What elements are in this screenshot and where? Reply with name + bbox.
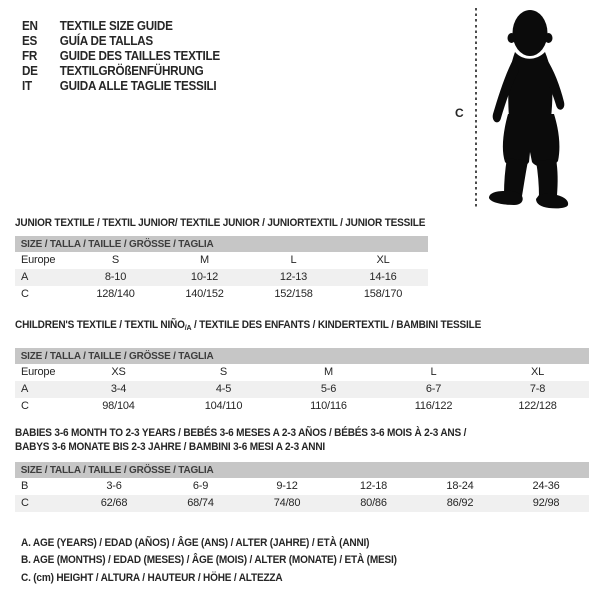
cell: 14-16: [338, 269, 428, 286]
cell: 74/80: [244, 495, 330, 512]
legend-row-b: B. AGE (MONTHS) / EDAD (MESES) / ÂGE (MOIS) / ALTER (MONATE) / ETÀ (MESI): [21, 554, 397, 567]
row-label: C: [21, 288, 29, 300]
title-suffix: / TEXTILE DES ENFANTS / KINDERTEXTIL / BAMBINI TESSILE: [191, 319, 482, 331]
lang-row-en: [22, 18, 220, 33]
lang-row-es: [22, 33, 220, 48]
title-subscript: /A: [184, 323, 192, 332]
cell: 122/128: [518, 400, 557, 412]
lang-code: ES: [22, 33, 38, 48]
cell: 7-8: [486, 381, 589, 398]
row-label: C: [21, 400, 29, 412]
cell: 98/104: [102, 400, 135, 412]
lang-row-de: [22, 63, 220, 78]
cell: 18-24: [446, 480, 474, 492]
lang-row-fr: [22, 48, 220, 63]
size-header-label: SIZE / TALLA / TAILLE / GRÖSSE / TAGLIA: [20, 238, 214, 250]
col-header: S: [111, 254, 120, 266]
row-label: A: [15, 269, 71, 286]
cell: 158/170: [363, 288, 403, 300]
junior-table-title: JUNIOR TEXTILE / TEXTIL JUNIOR/ TEXTILE JUNIOR / JUNIORTEXTIL / JUNIOR TESSILE: [15, 217, 426, 229]
cell: 24-36: [532, 480, 560, 492]
lang-title: TEXTILGRÖßENFÜHRUNG: [59, 63, 204, 78]
column-header-row: [15, 364, 589, 381]
table-row-height: [15, 286, 428, 303]
row-label: C: [15, 495, 71, 512]
legend-row-a: A. AGE (YEARS) / EDAD (AÑOS) / ÂGE (ANS) / ALTER (JAHRE) / ETÀ (ANNI): [21, 537, 370, 549]
col-header: XL: [530, 366, 545, 378]
table-row-height: [15, 398, 589, 415]
table-row-height: [15, 495, 589, 512]
cell: 3-6: [106, 480, 122, 492]
cell: 104/110: [204, 400, 243, 412]
table-row-age: [15, 269, 428, 286]
legend-row-c: C. (cm) HEIGHT / ALTURA / HAUTEUR / HÖHE / ALTEZZA: [21, 571, 283, 584]
cell: 92/98: [503, 495, 589, 512]
cell: 8-10: [71, 269, 160, 286]
table-row-age: [15, 381, 589, 398]
babies-size-table: [15, 427, 589, 512]
col-header: XL: [376, 254, 390, 266]
measure-legend: [21, 535, 425, 587]
col-header: L: [430, 366, 437, 378]
size-header-label: SIZE / TALLA / TAILLE / GRÖSSE / TAGLIA: [20, 350, 214, 362]
cell: 12-13: [249, 269, 338, 286]
cell: 3-4: [66, 381, 171, 398]
lang-code: DE: [22, 63, 38, 78]
cell: 6-9: [192, 480, 209, 492]
lang-row-it: [22, 78, 220, 93]
row-label: A: [15, 381, 66, 398]
col-header-europe: Europe: [21, 366, 56, 378]
cell: 12-18: [359, 480, 388, 492]
size-header-label: SIZE / TALLA / TAILLE / GRÖSSE / TAGLIA: [20, 464, 214, 476]
lang-title: GUIDA ALLE TAGLIE TESSILI: [59, 78, 217, 93]
column-header-row: [15, 252, 428, 269]
col-header-europe: Europe: [21, 254, 56, 266]
babies-table-title-line1: BABIES 3-6 MONTH TO 2-3 YEARS / BEBÉS 3-6 MESES A 2-3 AÑOS / BÉBÉS 3-6 MOIS À 2-3 ANS /: [15, 427, 467, 439]
lang-title: TEXTILE SIZE GUIDE: [59, 18, 173, 33]
cell: 10-12: [160, 269, 249, 286]
cell: 62/68: [71, 495, 157, 512]
cell: 152/158: [274, 288, 313, 300]
height-measure-label: C: [455, 106, 464, 120]
table-row-age-months: [15, 478, 589, 495]
col-header: M: [200, 254, 209, 266]
lang-code: IT: [22, 78, 32, 93]
cell: 140/152: [185, 288, 224, 300]
language-title-list: [22, 18, 242, 93]
cell: 9-12: [276, 480, 298, 492]
cell: 5-6: [276, 381, 381, 398]
children-table-title: [15, 319, 549, 334]
cell: 116/122: [414, 400, 453, 412]
lang-title: GUIDE DES TAILLES TEXTILE: [59, 48, 220, 63]
children-size-table: [15, 319, 589, 415]
cell: 68/74: [157, 495, 244, 512]
col-header: XS: [111, 366, 126, 378]
babies-table-title-line2: BABYS 3-6 MONATE BIS 2-3 JAHRE / BAMBINI 3-6 MESI A 2-3 ANNI: [15, 440, 326, 453]
lang-code: EN: [22, 18, 38, 33]
size-header-row: [15, 462, 589, 478]
lang-title: GUÍA DE TALLAS: [59, 33, 153, 48]
col-header: L: [290, 254, 297, 266]
col-header: M: [324, 366, 333, 378]
cell: 86/92: [417, 495, 503, 512]
row-label: B: [21, 480, 29, 492]
cell: 128/140: [96, 288, 135, 300]
junior-size-table: [15, 217, 428, 303]
cell: 6-7: [381, 381, 486, 398]
cell: 4-5: [171, 381, 276, 398]
baby-silhouette-icon: [479, 8, 592, 209]
cell: 110/116: [310, 400, 347, 412]
title-prefix: CHILDREN'S TEXTILE / TEXTIL NIÑO: [15, 319, 185, 331]
lang-code: FR: [22, 48, 38, 63]
col-header: S: [219, 366, 228, 378]
cell: 80/86: [330, 495, 417, 512]
size-header-row: [15, 348, 589, 364]
height-measure-dashed-line: [475, 8, 477, 208]
size-header-row: [15, 236, 428, 252]
